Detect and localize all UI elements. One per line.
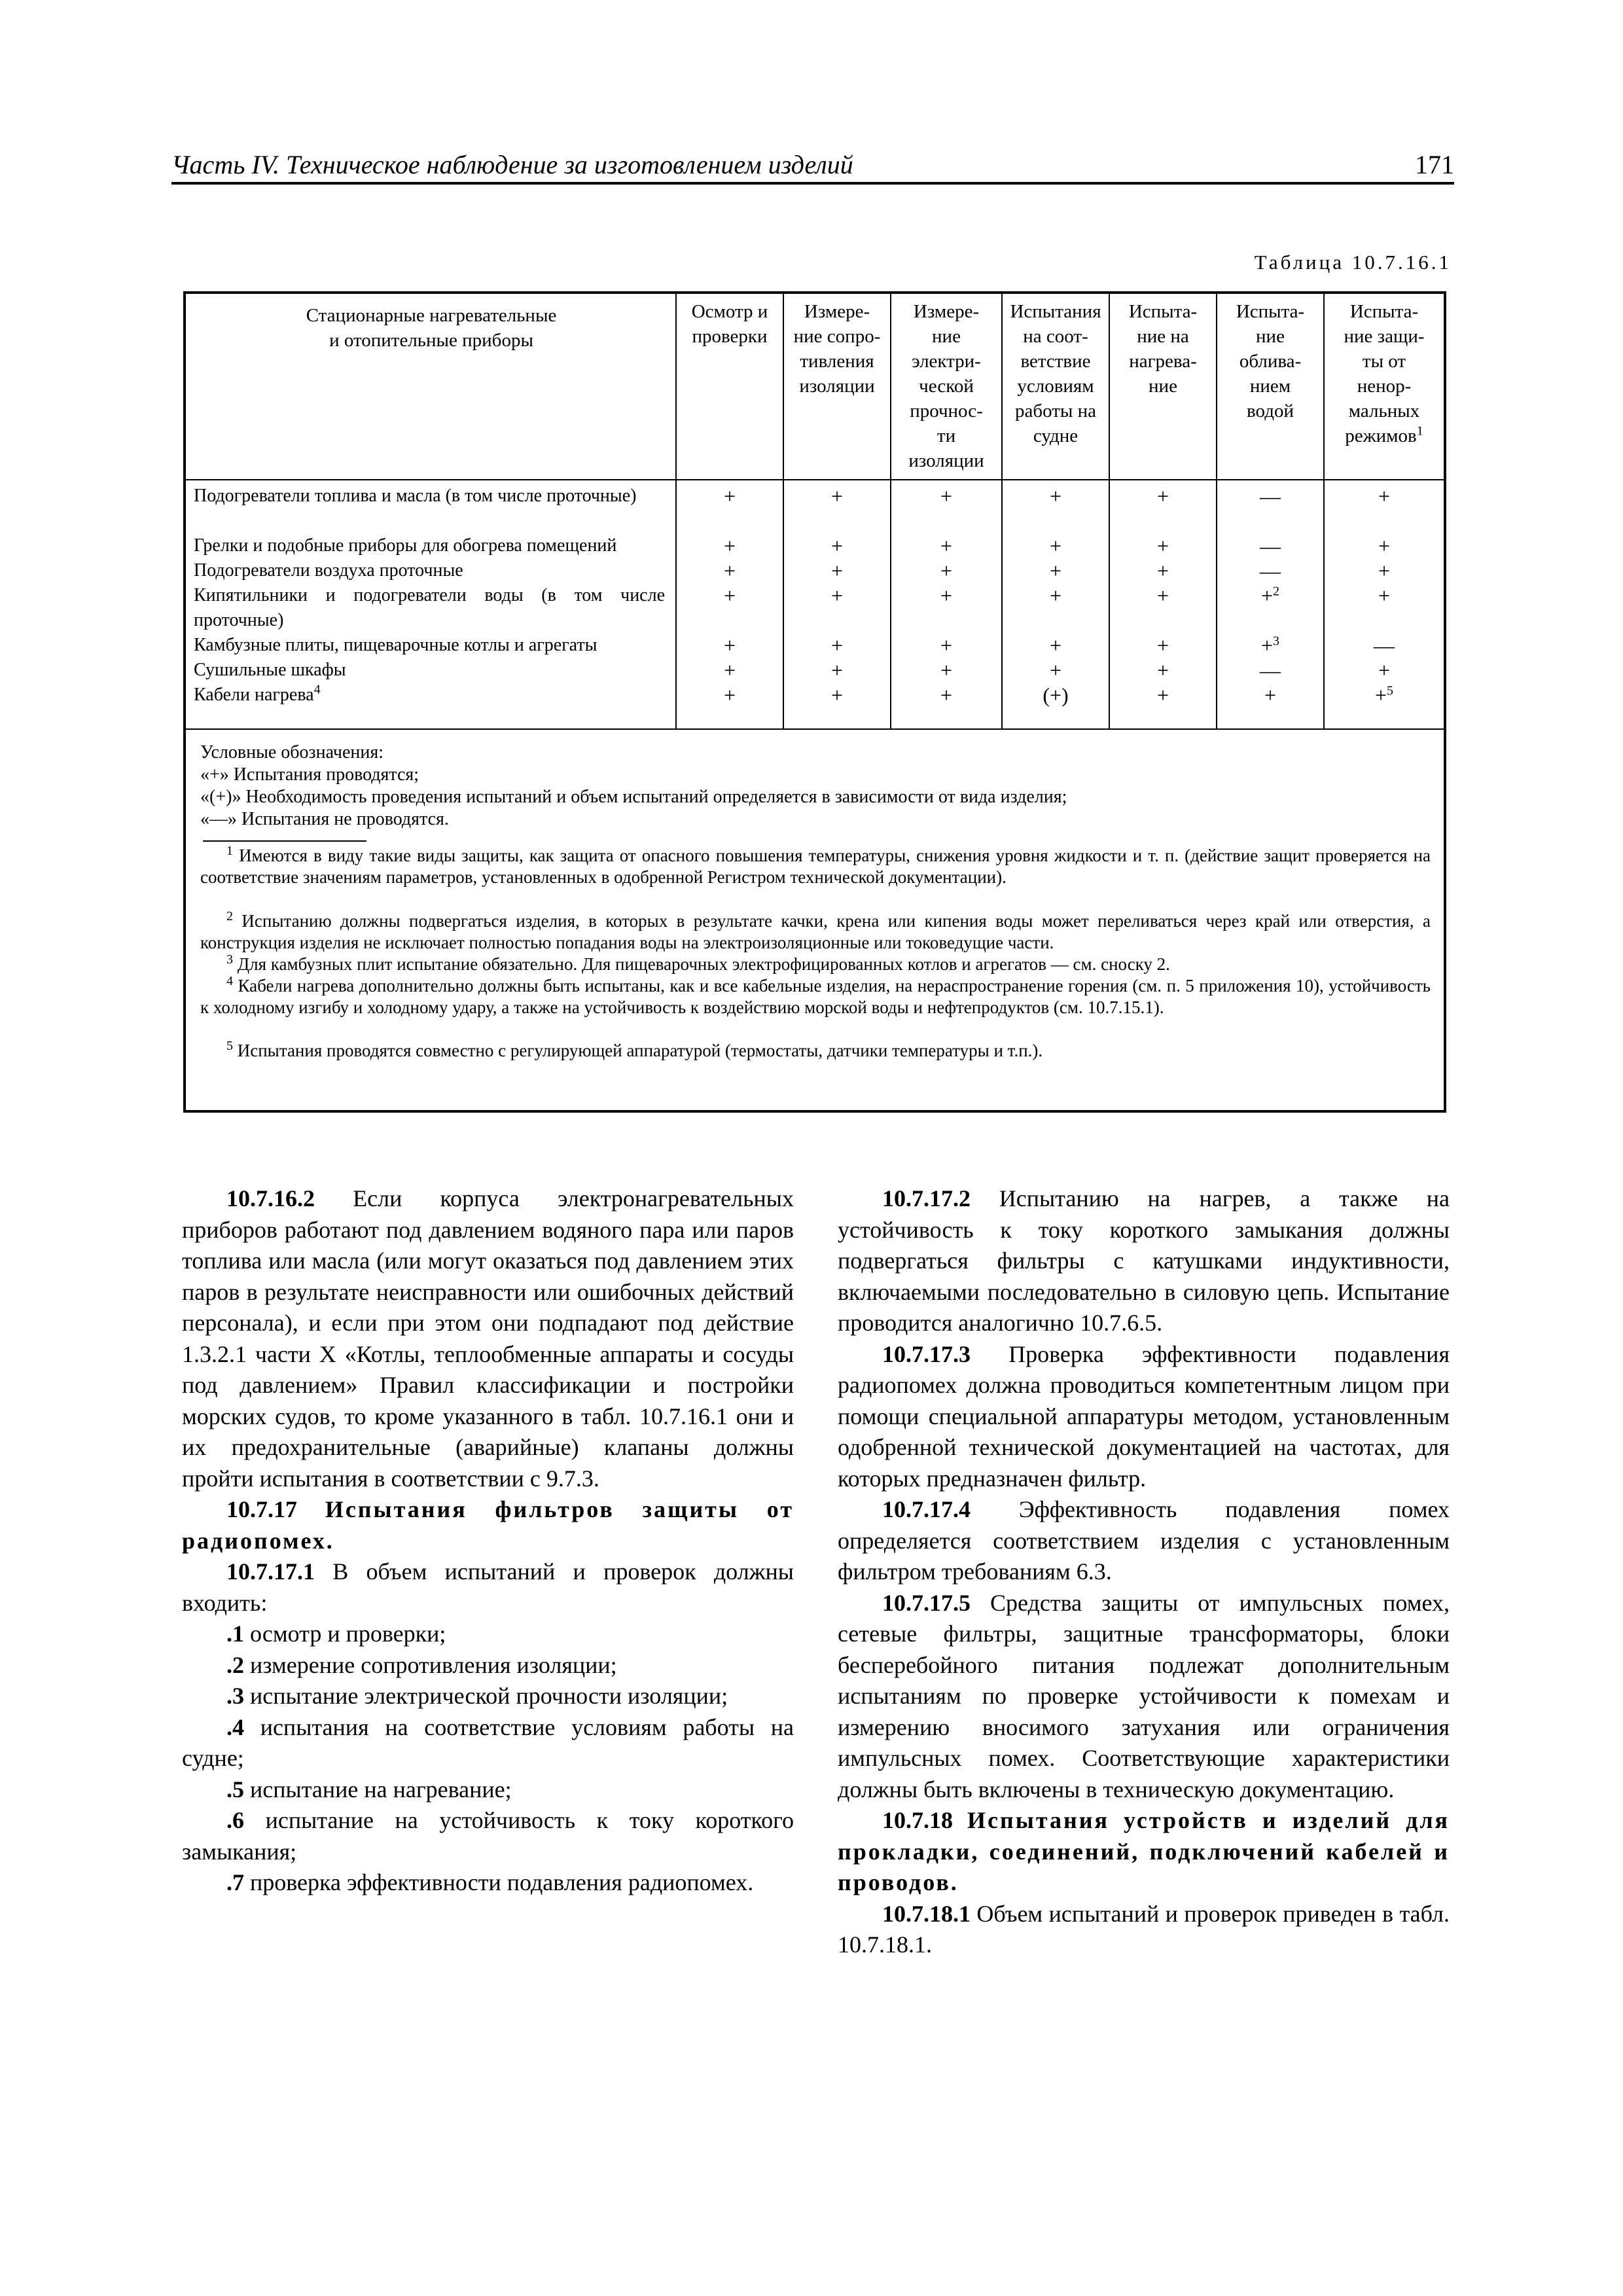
heading-10-7-18: 10.7.18 Испытания устройств и изделий для прокладки, соединений, подключений кабелей и проводов. (838, 1807, 1450, 1895)
list-item: .7 проверка эффективности подавления радиопомех. (226, 1869, 754, 1895)
table-row-label: Кабели нагрева$^4$ (194, 682, 321, 705)
table-cell: + (723, 559, 736, 583)
heading-10-7-17: 10.7.17 Испытания фильтров защиты от радиопомех. (182, 1496, 794, 1554)
table-cell: — (1260, 484, 1281, 508)
table-cell: + (830, 559, 844, 583)
table-caption: Таблица 10.7.16.1 (1254, 251, 1452, 274)
legend-title: Условные обозначения: (200, 742, 384, 762)
table-row-label: Подогреватели топлива и масла (в том числе проточные) (194, 486, 637, 506)
table-cell: + (1049, 534, 1062, 558)
table-row-label: Кипятильники и подогреватели воды (в том числе проточные) (194, 585, 665, 630)
table-cell: — (1260, 658, 1281, 682)
table-cell: + (723, 584, 736, 607)
table-cell: + (1156, 559, 1169, 583)
table-cell: + (1049, 559, 1062, 583)
footnote: $^1$ Имеются в виду такие виды защиты, как защита от опасного повышения температуры, снижения уровня жидкости и т. п. (действие защит проверяется на соответствие значениям параметров, установленных в одобренной Регистром технической документации). (200, 844, 1431, 887)
table-cell: + (830, 584, 844, 607)
table-cell: + (1156, 484, 1169, 508)
table-cell: + (1156, 683, 1169, 707)
paragraph-10-7-17-4: 10.7.17.4 Эффективность подавления помех определяется соответствием изделия с установленным фильтром требованиям 6.3. (838, 1496, 1450, 1585)
table-row-label: Грелки и подобные приборы для обогрева помещений (194, 535, 617, 556)
paragraph-10-7-16-2: 10.7.16.2 Если корпуса электронагревательных приборов работают под давлением водяного пара или паров топлива или масла (или могут оказаться под давлением этих паров в результате неисправности или ошибочных действий персонала), и если при этом они подпадают под действие 1.3.2.1 части X «Котлы, теплообменные аппараты и сосуды под давлением» Правил классификации и постройки морских судов, то кроме указанного в табл. 10.7.16.1 они и их предохранительные (аварийные) клапаны должны пройти испытания в соответствии с 9.7.3. (182, 1185, 794, 1492)
paragraph-10-7-18-1: 10.7.18.1 Объем испытаний и проверок приведен в табл. 10.7.18.1. (838, 1900, 1450, 1958)
table-cell: + (1378, 484, 1391, 508)
list-item: .2 измерение сопротивления изоляции; (226, 1651, 617, 1678)
table-cell: +$^2$ (1260, 584, 1280, 607)
page-number: 171 (1415, 150, 1454, 179)
table-cell: + (723, 658, 736, 682)
legend-item: «+» Испытания проводятся; (200, 764, 419, 785)
table-cell: + (940, 634, 953, 657)
table-cell: + (1156, 584, 1169, 607)
table-cell: + (1049, 484, 1062, 508)
table-cell: + (940, 683, 953, 707)
paragraph-10-7-17-1: 10.7.17.1 В объем испытаний и проверок должны входить: (182, 1558, 794, 1616)
table-cell: — (1260, 559, 1281, 583)
list-item: .4 испытания на соответствие условиям работы на судне; (182, 1713, 794, 1771)
table-cell: + (940, 484, 953, 508)
col-header-dielectric-strength: Измере- ние электри- ческой прочнос- ти изоляции (908, 301, 984, 471)
paragraph-10-7-17-2: 10.7.17.2 Испытанию на нагрев, а также на устойчивость к току короткого замыкания должны подвергаться фильтры с катушками индуктивности, включаемыми последовательно в силовую цепь. Испытание проводится аналогично 10.7.6.5. (838, 1185, 1450, 1336)
col-header-insulation-resistance: Измере- ние сопро- тивления изоляции (793, 301, 881, 397)
list-item: .3 испытание электрической прочности изоляции; (226, 1683, 728, 1709)
footnote: $^5$ Испытания проводятся совместно с регулирующей аппаратурой (термостаты, датчики температуры и т.п.). (226, 1039, 1043, 1060)
table-cell: + (1156, 534, 1169, 558)
table-cell: + (723, 634, 736, 657)
table-row-label: Камбузные плиты, пищеварочные котлы и агрегаты (194, 635, 597, 655)
col-header-inspection: Осмотр и проверки (691, 301, 768, 347)
table-cell: + (1156, 634, 1169, 657)
table-cell: +$^5$ (1374, 683, 1394, 707)
table-row-label: Сушильные шкафы (194, 660, 346, 680)
table-cell: + (723, 534, 736, 558)
table-cell: (+) (1043, 683, 1069, 707)
table-cell: + (1378, 534, 1391, 558)
table-cell: + (723, 683, 736, 707)
paragraph-10-7-17-3: 10.7.17.3 Проверка эффективности подавления радиопомех должна проводиться компетентным лицом при помощи специальной аппаратуры методом, установленным одобренной технической документацией на частотах, для которых предназначен фильтр. (838, 1340, 1450, 1492)
table-cell: +$^3$ (1260, 634, 1280, 657)
table-cell: + (830, 634, 844, 657)
table-cell: + (940, 658, 953, 682)
table-cell: + (1049, 634, 1062, 657)
right-text-column (838, 1183, 1450, 1961)
table-cell: + (1378, 658, 1391, 682)
running-title: Часть IV. Техническое наблюдение за изготовлением изделий (171, 150, 853, 179)
list-item: .5 испытание на нагревание; (226, 1776, 512, 1803)
table-cell: + (830, 534, 844, 558)
running-header (171, 145, 1454, 185)
footnote: $^4$ Кабели нагрева дополнительно должны быть испытаны, как и все кабельные изделия, на нераспространение горения (см. п. 5 приложения 10), устойчивость к холодному изгибу и холодному удару, а также на устойчивость к воздействию морской воды и нефтепродуктов (см. 10.7.15.1). (200, 974, 1431, 1017)
list-item: .1 осмотр и проверки; (226, 1621, 446, 1647)
footnote: $^3$ Для камбузных плит испытание обязательно. Для пищеварочных электрофицированных котлов и агрегатов — см. сноску 2. (226, 952, 1170, 974)
table-cell: + (830, 658, 844, 682)
table-cell: + (940, 559, 953, 583)
table-cell: + (1264, 683, 1277, 707)
table-cell: + (1378, 584, 1391, 607)
table-cell: + (723, 484, 736, 508)
table-cell: + (830, 683, 844, 707)
table-cell: + (1049, 658, 1062, 682)
table-cell: + (1156, 658, 1169, 682)
table-cell: — (1260, 534, 1281, 558)
requirements-table (183, 291, 1446, 1113)
legend-item: «—» Испытания не проводятся. (200, 809, 449, 829)
col-header-water-spray: Испыта- ние облива- нием водой (1236, 301, 1305, 422)
table-cell: — (1374, 634, 1395, 657)
table-cell: + (940, 584, 953, 607)
col-header-heating-test: Испыта- ние на нагрева- ние (1128, 301, 1198, 397)
table-row-label: Подогреватели воздуха проточные (194, 560, 463, 581)
col-header-ship-conditions: Испытания на соот- ветствие условиям работы на судне (1010, 301, 1101, 446)
footnote-divider (203, 840, 366, 842)
table-legend (200, 742, 1431, 831)
table-cell: + (940, 534, 953, 558)
legend-item: «(+)» Необходимость проведения испытаний и объем испытаний определяется в зависимости от вида изделия; (200, 787, 1067, 807)
footnote: $^2$ Испытанию должны подвергаться изделия, в которых в результате качки, крена или кипения воды может переливаться через край или отверстия, а конструкция изделия не исключает полностью попадания воды на электроизоляционные или токоведущие части. (200, 909, 1431, 952)
left-text-column (182, 1183, 794, 1899)
col-header-device: Стационарные нагревательные и отопительные приборы (306, 305, 557, 351)
table-cell: + (1378, 559, 1391, 583)
table-cell: + (830, 484, 844, 508)
list-item: .6 испытание на устойчивость к току короткого замыкания; (182, 1807, 794, 1865)
paragraph-10-7-17-5: 10.7.17.5 Средства защиты от импульсных помех, сетевые фильтры, защитные трансформаторы, блоки бесперебойного питания подлежат дополнительным испытаниям по проверке устойчивости к помехам и измерению вносимого затухания или ограничения импульсных помех. Соответствующие характеристики должны быть включены в техническую документацию. (838, 1589, 1450, 1803)
table-cell: + (1049, 584, 1062, 607)
col-header-protection-test: Испыта- ние защи- ты от ненор- мальных режимов$^1$ (1344, 301, 1425, 446)
